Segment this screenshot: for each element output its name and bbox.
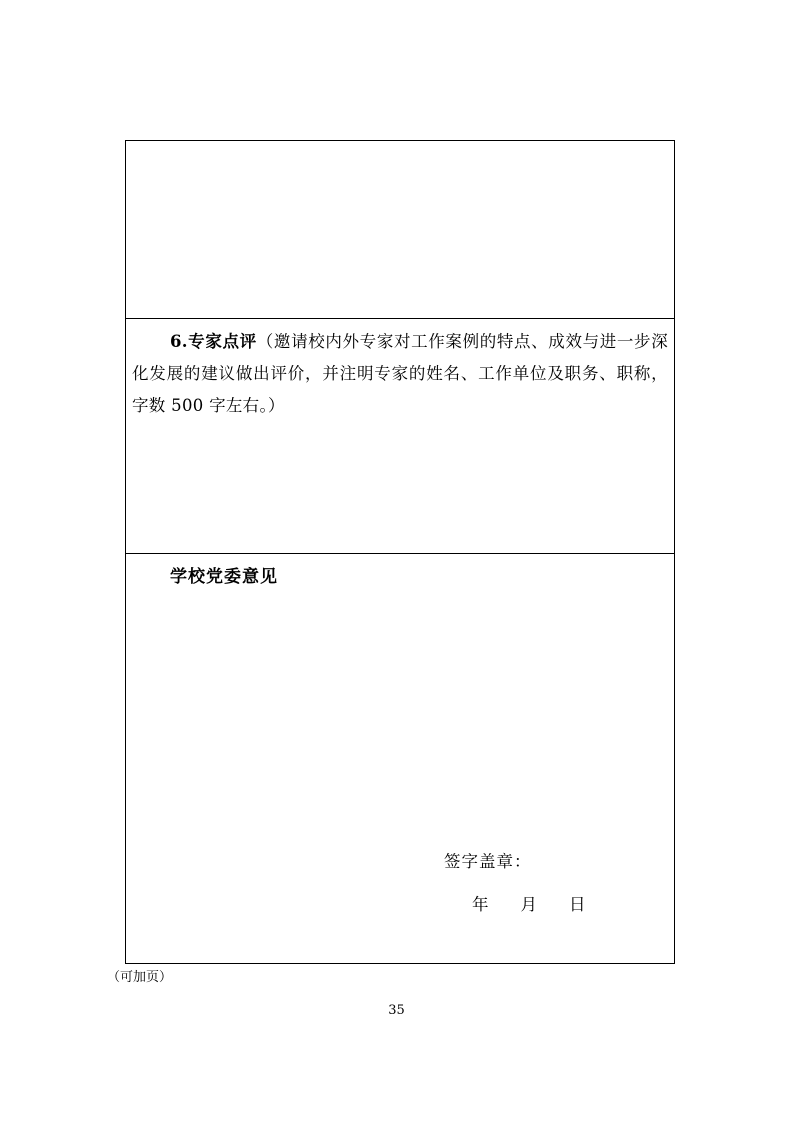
expert-review-cell[interactable] [126, 319, 674, 554]
date-month: 月 [520, 895, 537, 914]
expert-review-number: 6. [170, 332, 188, 351]
date-year: 年 [472, 895, 489, 914]
expert-review-text [132, 326, 668, 422]
date-day: 日 [569, 895, 586, 914]
expert-review-title: 专家点评 [187, 332, 257, 351]
date-row [472, 891, 586, 915]
party-committee-heading: 学校党委意见 [170, 567, 278, 587]
form-table [125, 140, 675, 964]
signature-label: 签字盖章： [444, 852, 532, 871]
party-committee-cell[interactable] [126, 554, 674, 963]
blank-content-cell[interactable] [126, 141, 674, 319]
expert-review-instruction: （邀请校内外专家对工作案例的特点、成效与进一步深化发展的建议做出评价，并注明专家的姓名、工作单位及职务、职称，字数 500 字左右。） [132, 332, 669, 415]
page-number: 35 [388, 1003, 405, 1018]
add-pages-note: （可加页） [107, 970, 173, 985]
